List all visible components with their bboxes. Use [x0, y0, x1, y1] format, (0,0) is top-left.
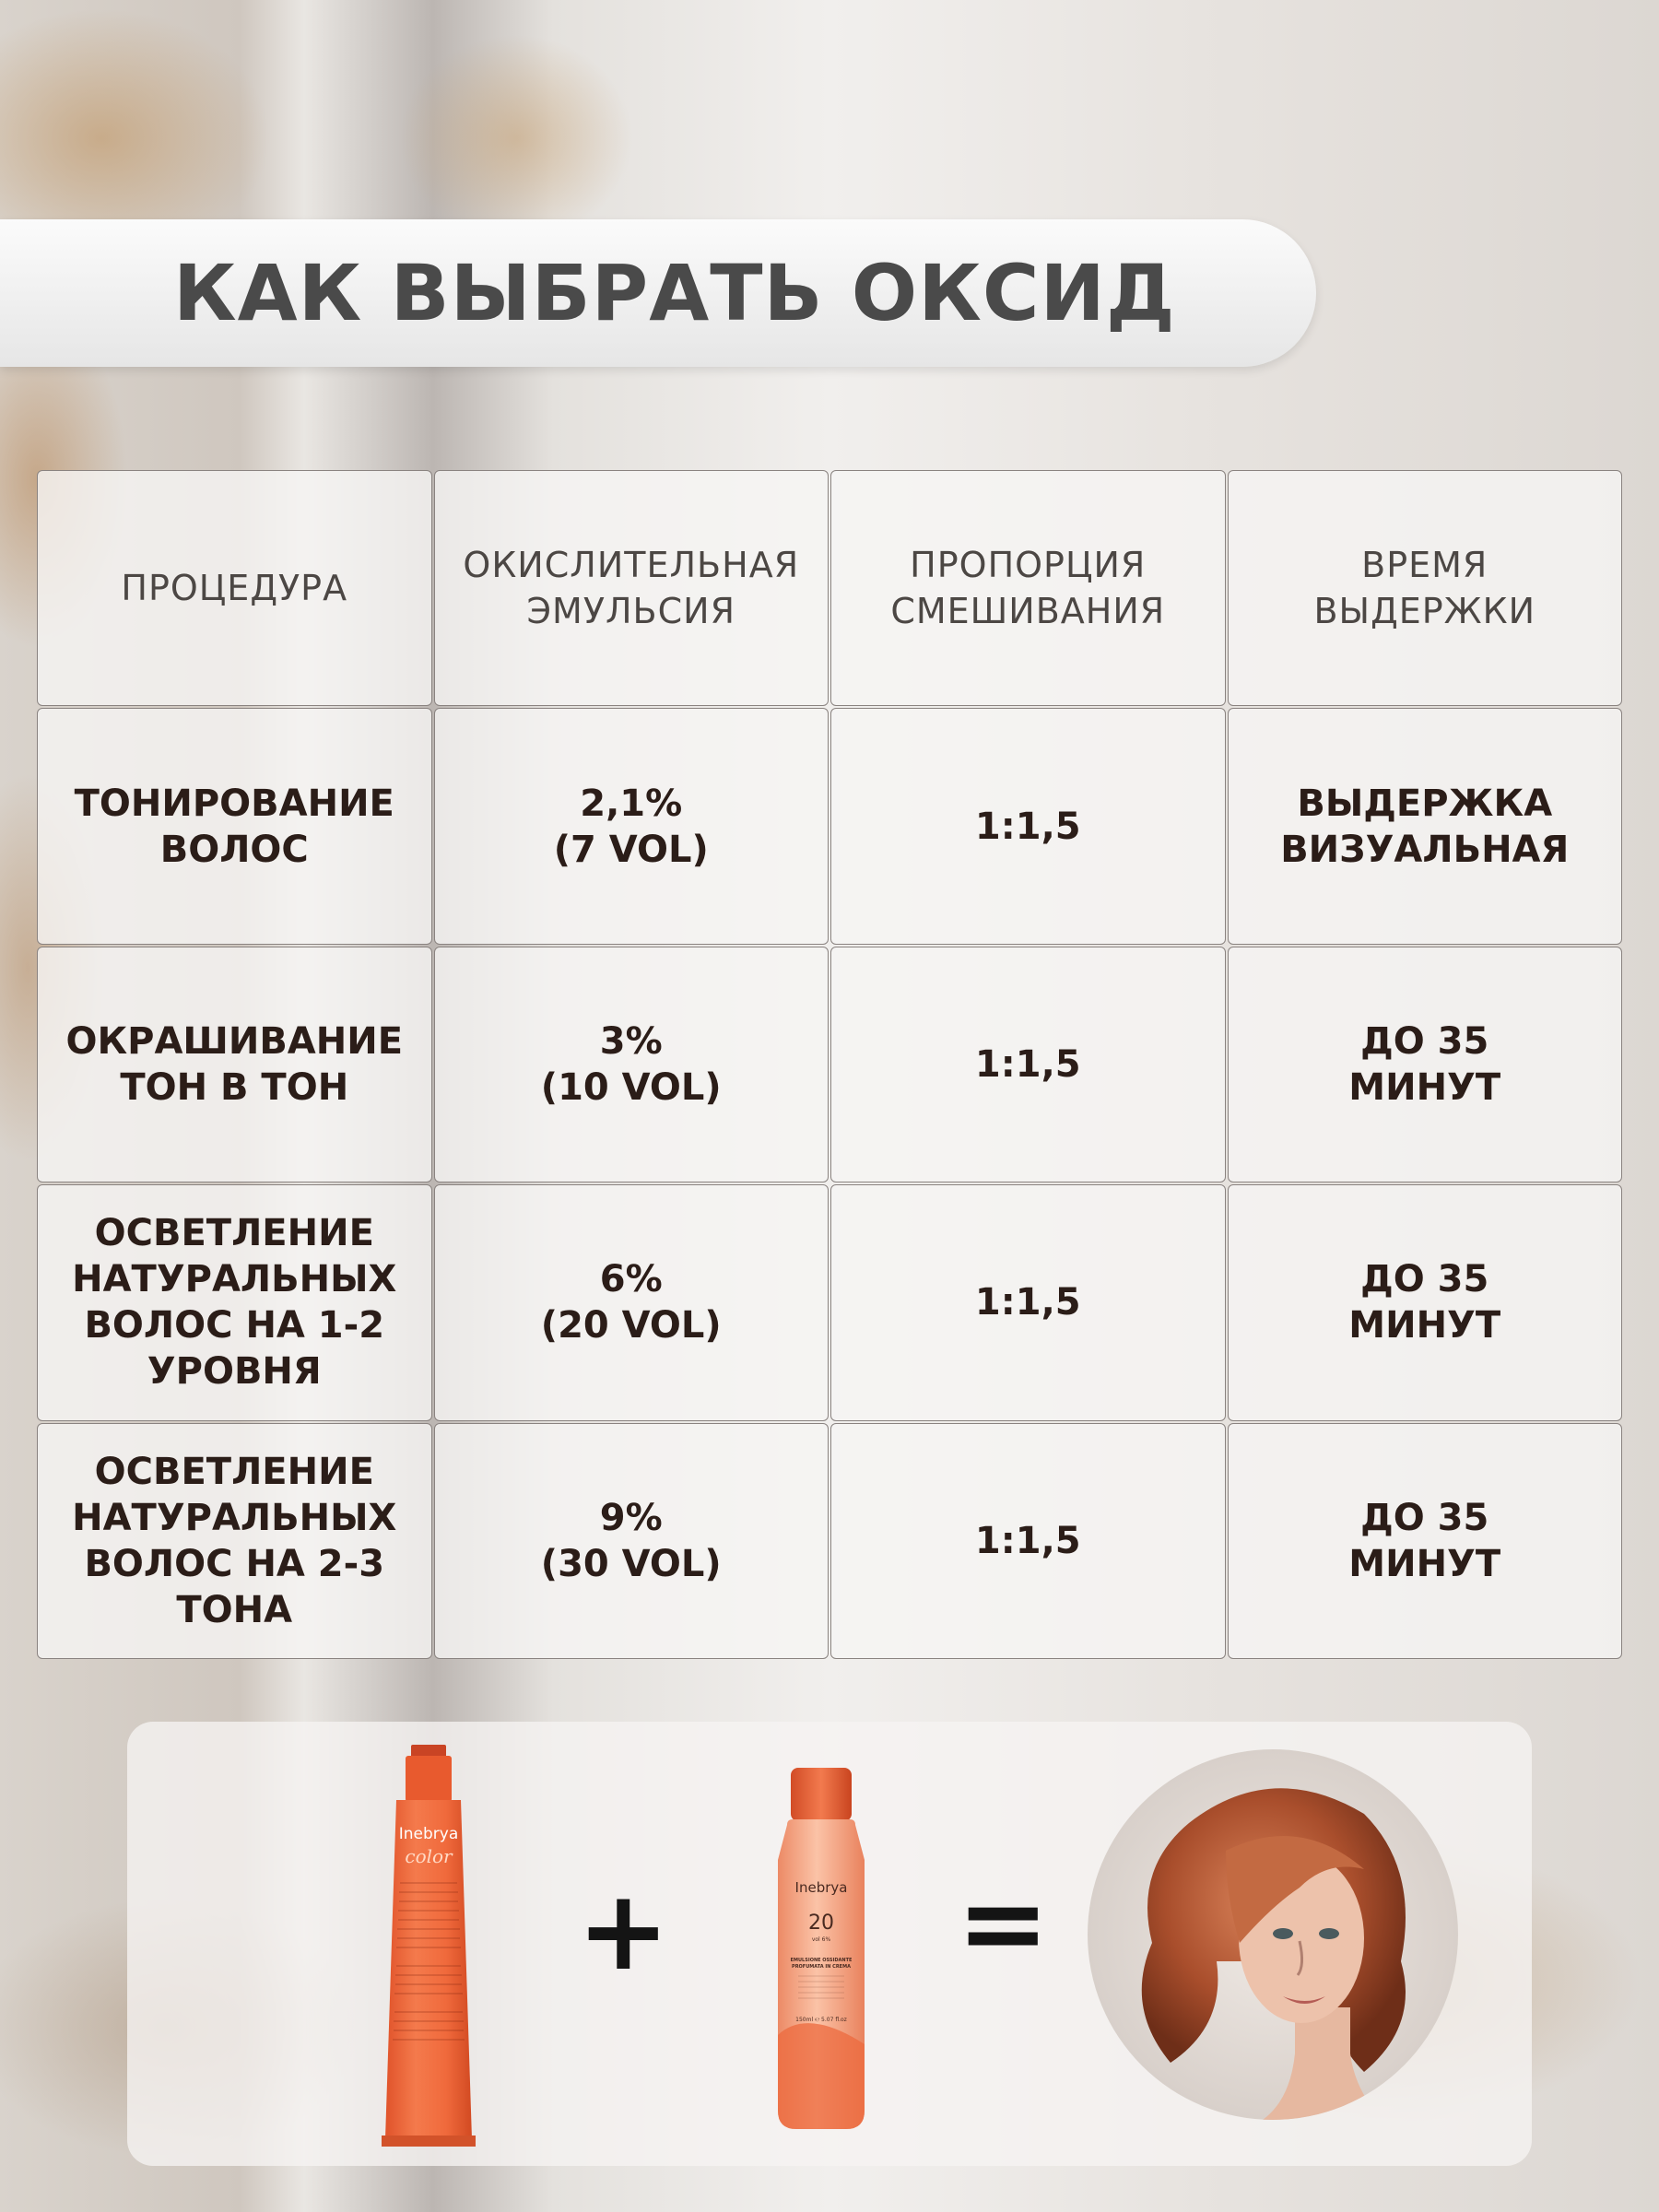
header-label: ОКИСЛИТЕЛЬНАЯ ЭМУЛЬСИЯ	[463, 545, 800, 632]
emulsion-value: 2,1% (7 VOL)	[553, 782, 709, 871]
color-cream-tube-image	[369, 1745, 488, 2150]
table-cell	[37, 947, 432, 1182]
equals-sign: =	[957, 1860, 1050, 1988]
time-value: ВЫДЕРЖКА ВИЗУАЛЬНАЯ	[1280, 782, 1570, 871]
woman-portrait-image	[1088, 1749, 1458, 2120]
table-cell	[434, 1423, 830, 1659]
header-cell-emulsion	[434, 470, 830, 706]
bottle-desc-1: EMULSIONE OSSIDANTE	[790, 1958, 853, 1963]
table-cell	[434, 1184, 830, 1420]
emulsion-value: 9% (30 VOL)	[540, 1496, 722, 1585]
table-cell	[434, 708, 830, 944]
bottle-desc-2: PROFUMATA IN CREMA	[792, 1964, 851, 1970]
emulsion-value: 6% (20 VOL)	[540, 1258, 722, 1347]
bottle-sub: vol 6%	[811, 1936, 831, 1943]
bottle-volume: 150ml ℮ 5.07 fl.oz	[795, 2017, 847, 2023]
header-cell-procedure	[37, 470, 432, 706]
procedure-value: ОКРАШИВАНИЕ ТОН В ТОН	[65, 1019, 404, 1109]
table-cell	[1228, 1423, 1623, 1659]
page-title: КАК ВЫБРАТЬ ОКСИД	[173, 248, 1176, 338]
result-portrait	[1088, 1749, 1458, 2120]
table-cell	[37, 1423, 432, 1659]
table-cell	[1228, 947, 1623, 1182]
time-value: ДО 35 МИНУТ	[1348, 1019, 1501, 1109]
oxide-table	[37, 470, 1622, 1659]
table-cell	[37, 708, 432, 944]
table-cell	[1228, 1184, 1623, 1420]
proportion-value: 1:1,5	[974, 1281, 1081, 1324]
table-cell	[830, 947, 1226, 1182]
table-cell	[434, 947, 830, 1182]
table-cell	[830, 708, 1226, 944]
header-label: ВРЕМЯ ВЫДЕРЖКИ	[1313, 545, 1536, 632]
proportion-value: 1:1,5	[974, 805, 1081, 848]
proportion-value: 1:1,5	[974, 1519, 1081, 1562]
product-equation-panel	[127, 1722, 1532, 2166]
table-cell	[830, 1184, 1226, 1420]
header-cell-proportion	[830, 470, 1226, 706]
plus-sign: +	[577, 1867, 670, 1995]
header-label: ПРОПОРЦИЯ СМЕШИВАНИЯ	[890, 545, 1166, 632]
proportion-value: 1:1,5	[974, 1042, 1081, 1086]
tube-brand: Inebrya	[398, 1825, 459, 1843]
bottle-brand: Inebrya	[794, 1879, 848, 1896]
header-label: ПРОЦЕДУРА	[121, 568, 348, 609]
emulsion-value: 3% (10 VOL)	[540, 1019, 722, 1109]
time-value: ДО 35 МИНУТ	[1348, 1258, 1501, 1347]
oxidant-bottle-image	[771, 1768, 872, 2136]
procedure-value: ОСВЕТЛЕНИЕ НАТУРАЛЬНЫХ ВОЛОС НА 1-2 УРОВНЯ	[72, 1212, 397, 1394]
time-value: ДО 35 МИНУТ	[1348, 1496, 1501, 1585]
procedure-value: ОСВЕТЛЕНИЕ НАТУРАЛЬНЫХ ВОЛОС НА 2-3 ТОНА	[72, 1450, 397, 1631]
title-banner	[0, 219, 1316, 367]
procedure-value: ТОНИРОВАНИЕ ВОЛОС	[74, 782, 394, 871]
bottle-number: 20	[808, 1912, 834, 1935]
tube-line: color	[405, 1845, 453, 1867]
table-cell	[830, 1423, 1226, 1659]
table-cell	[37, 1184, 432, 1420]
header-cell-time	[1228, 470, 1623, 706]
table-cell	[1228, 708, 1623, 944]
